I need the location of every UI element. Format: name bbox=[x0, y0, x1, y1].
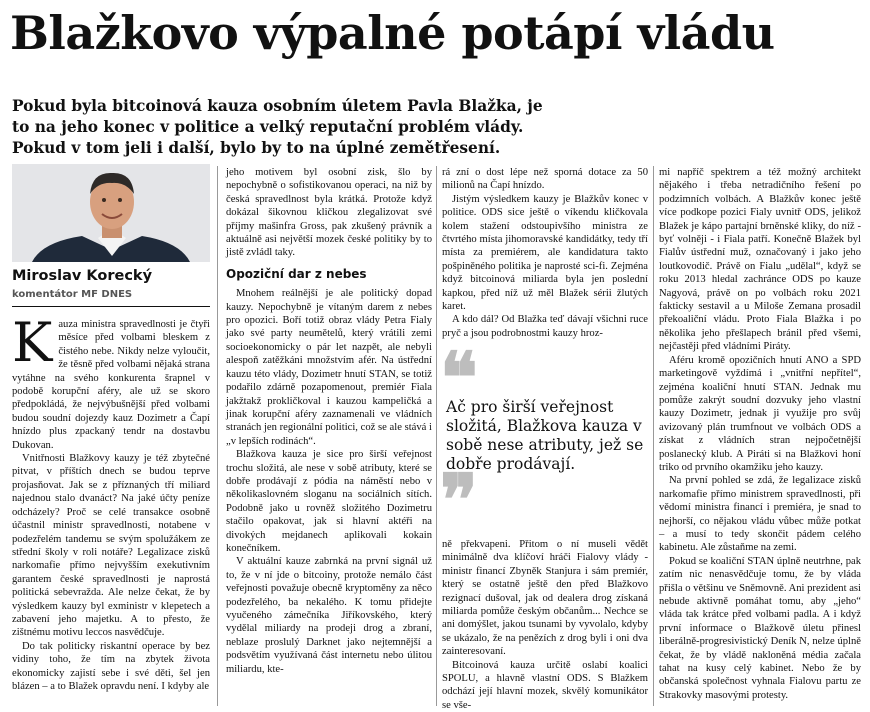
column-3-top bbox=[442, 166, 648, 340]
paragraph: Aféru kromě opozičních hnutí ANO a SPD marketingově vyždímá i „vnitřní nepřítel“, zejména koaliční hnutí STAN. Jednak mu pomůže zakrýt soudní dozvuky jeho vlastní kauzy Dozimetr, jednak ji využije pro svůj avizovaný plán trumfnout ve volbách ODS a získat z vládních stran nejpočetnější poslanecký klub. A Piráti si na Blažkovi honí triko od prvního okamžiku jeho kauzy. bbox=[659, 354, 861, 473]
column-4 bbox=[659, 166, 861, 702]
paragraph: Blažkova kauza je sice pro širší veřejnost trochu složitá, ale nese v sobě atributy, které se dobře prodávají z pódia na náměstí nebo v několikaslovném sloganu na sociálních sítích. Podobně jako u rovněž složitého Dozimetru stačilo opakovat, jak si hlavní aktéři na divokých mejdanech aplikovali kokain konečníkem. bbox=[226, 449, 432, 554]
author-portrait-icon bbox=[12, 164, 210, 262]
article-headline: Blažkovo výpalné potápí vládu bbox=[10, 6, 775, 60]
author-name: Miroslav Korecký bbox=[12, 268, 153, 284]
column-3-bottom bbox=[442, 538, 648, 712]
paragraph: mi napříč spektrem a též možný architekt nějakého i třeba netradičního řešení po podzimních volbách. A Blažkův konec ještě více podkope pozici Fialy uvnitř ODS, jelikož Blažek je kápo partajní brněnské kliky, do níž - byť volněji - i Fiala patří. Konečně Blažek byl Fialův ústřední muž, označovaný i jako jeho loutkovodič. Právě on Fialu „udělal“, když se roku 2013 hledal zachránce ODS po kauze Nagyová, právě on po volbách roku 2021 fakticky sestavil a u Miloše Zemana prosadil překoaliční vládu. Proto Fiala Blažka i po několika jeho přešlapech bránil před všemi, nejčastěji před vládními Piráty. bbox=[659, 167, 861, 353]
paragraph: Kauza ministra spravedlnosti je čtyři měsíce před volbami bleskem z čistého nebe. Nikdy nelze vyloučit, že těsně před volbami nějaká strana vytáhne na svého konkurenta šrapnel v podobě korupční aféry, ale už se skoro předpokládá, že nejvýbušnější před volbami budou soudní dojezdy kauz Dozimetr a Čapí hnízdo plus zpackaný tendr na dostavbu Dukovan. bbox=[12, 311, 210, 451]
quote-close-icon: ❞ bbox=[440, 458, 478, 541]
column-2 bbox=[226, 166, 432, 676]
lead-line: to na jeho konec v politice a velký reputační problém vlády. bbox=[12, 118, 524, 136]
author-role: komentátor MF DNES bbox=[12, 289, 133, 300]
paragraph: jeho motivem byl osobní zisk, šlo by nepochybně o sofistikovanou operaci, na niž by česká spravedlnost byla krátká. Protože když dokázal šikovnou kličkou zlegalizovat své příjmy mašinfra Gross, pak zkušený právník a aktuálně asi největší mozek české politiky by to jistě zvládl taky. bbox=[226, 167, 432, 259]
paragraph: ně překvapeni. Přitom o ní museli vědět minimálně dva klíčoví hráči Fialovy vlády - ministr financí Zbyněk Stanjura i sám premiér, který se ostatně ještě den před Blažkovo rezignací dušoval, jak od dealera drog získaná miliarda pomůže českým občanům... Nechce se ani domýšlet, jakou tsunami by vyvolalo, kdyby se ukázalo, že na penězích z drog byli i oni dva zainteresovaní. bbox=[442, 539, 648, 658]
paragraph: Do tak politicky riskantní operace by bez vidiny toho, že tím na zbytek života ekonomicky zajistí sebe i své děti, šel jen blázen – a to Blažek opravdu není. I kdyby ale bbox=[12, 640, 210, 692]
author-photo bbox=[12, 164, 210, 262]
paragraph: Na první pohled se zdá, že legalizace zisků narkomafie přímo ministrem spravedlnosti, při vědomí ministra financí i premiéra, je snad to nejhorší, co nějakou vládu vůbec může potkat – a musí to tedy skončit pádem celého kabinetu. Ale zůstaňme na zemi. bbox=[659, 475, 861, 554]
section-subhead: Opoziční dar z nebes bbox=[226, 266, 367, 281]
column-divider bbox=[653, 166, 654, 706]
paragraph: Pokud se koaliční STAN úplně neutrhne, pak zatím nic nenasvědčuje tomu, že by vláda přišla o většinu ve Sněmovně. Ani prezident asi nebude aktivně pomáhat tomu, aby „jeho“ vláda tak krátce před volbami padla. A i když první informace o Blažkově úletu přinesl liberálně-progresivistický Deník N, nelze úplně čekat, že by vládě nakloněná média začala tahat na kusy celý kabinet. Nebo že by občanská společnost vyhnala Fialovu partu ze Strakovky masovými protesty. bbox=[659, 555, 861, 701]
article-lead bbox=[12, 96, 542, 159]
column-1 bbox=[12, 311, 210, 693]
author-divider bbox=[12, 306, 210, 307]
lead-line: Pokud v tom jeli i další, bylo by to na úplné zemětřesení. bbox=[12, 139, 501, 157]
paragraph: Jistým výsledkem kauzy je Blažkův konec v politice. ODS sice ještě o víkendu kličkovala kolem stažení odstoupivšího ministra ze čtvrtého místa jihomoravské kandidátky, tedy tří místa za premiérem, ale kandidatura takto pošpiněného politika je naprosté sci-fi. Zejména když bitcoinová miliarda byla jen poslední kapkou, před níž už měl Blažek sérii žlutých karet. bbox=[442, 193, 648, 313]
column-divider bbox=[436, 166, 437, 706]
lead-line: Pokud byla bitcoinová kauza osobním úletem Pavla Blažka, je bbox=[12, 97, 543, 115]
pull-quote-text: Ač pro širší veřejnost složitá, Blažkova kauza v sobě nese atributy, jež se dobře prodávají. bbox=[446, 398, 644, 473]
quote-open-icon: ❝ bbox=[440, 336, 478, 419]
paragraph: rá zní o dost lépe než sporná dotace za 50 milionů na Čapí hnízdo. bbox=[442, 167, 648, 192]
paragraph: A kdo dál? Od Blažka teď dávají všichni ruce pryč a jsou podrobnostmi kauzy hroz- bbox=[442, 314, 648, 339]
pull-quote bbox=[440, 336, 648, 541]
column-divider bbox=[217, 166, 218, 706]
paragraph: Bitcoinová kauza určitě oslabí koalici SPOLU, a hlavně vlastní ODS. S Blažkem odchází její hlavní mozek, skvělý komunikátor se vše- bbox=[442, 659, 648, 711]
dropcap: K bbox=[12, 311, 53, 374]
paragraph: Mnohem reálnější je ale politický dopad kauzy. Nepochybně je vítaným darem z nebes pro opozici. Boří totiž obraz vlády Petra Fialy jako své party neumětelů, který vrátili zemi socioekonomicky o pár let nazpět, ale nebyli alespoň zatěžkáni množstvím afér. Na ústřední kauzu této vlády, Dozimetr hnutí STAN, se totiž podařilo zdárně pozapomenout, premiér Fiala jakžtakž prokličkoval i kauzou kampeličká a jinak korupční aféry zaznamenali ve vládních stranách jen regionální politici, což se ale stává i „v lepších rodinách“. bbox=[226, 288, 432, 447]
paragraph: V aktuální kauze zabrnká na první signál už to, že v ní jde o bitcoiny, protože nemálo část veřejnosti považuje obecně kryptoměny za něco podezřelého, ba nekalého. K tomu přidejte vyučeného zámečníka Jiříkovského, který vydělal miliardy na prodeji drog a zbraní, neblaze proslulý Darknet jako nejtemnější a podsvětím využívaná část internetu nebo úlitou miliardu, kte- bbox=[226, 556, 432, 675]
paragraph: Vnitřnosti Blažkovy kauzy je též zbytečné pitvat, v příštích dnech se budou teprve projasňovat. Jak se z příznaných tří miliard najednou stalo dvanáct? Na jaké účty peníze odcházely? Proč se celé transakce osobně účastnil ministr spravedlnosti, notabene v podezřelém tandemu se svým spolužákem ze střední školy v roli notáře? Legalizace zisků narkomafie přímo nejvyšším exekutivním garantem české spravedlnosti je naprostá politická sebevražda. Ale nelze čekat, že by výsledkem kauzy byl exministr v klepetech a zabavení jeho majetku. A to přesto, že zištnému motivu leccos nasvědčuje. bbox=[12, 453, 210, 639]
